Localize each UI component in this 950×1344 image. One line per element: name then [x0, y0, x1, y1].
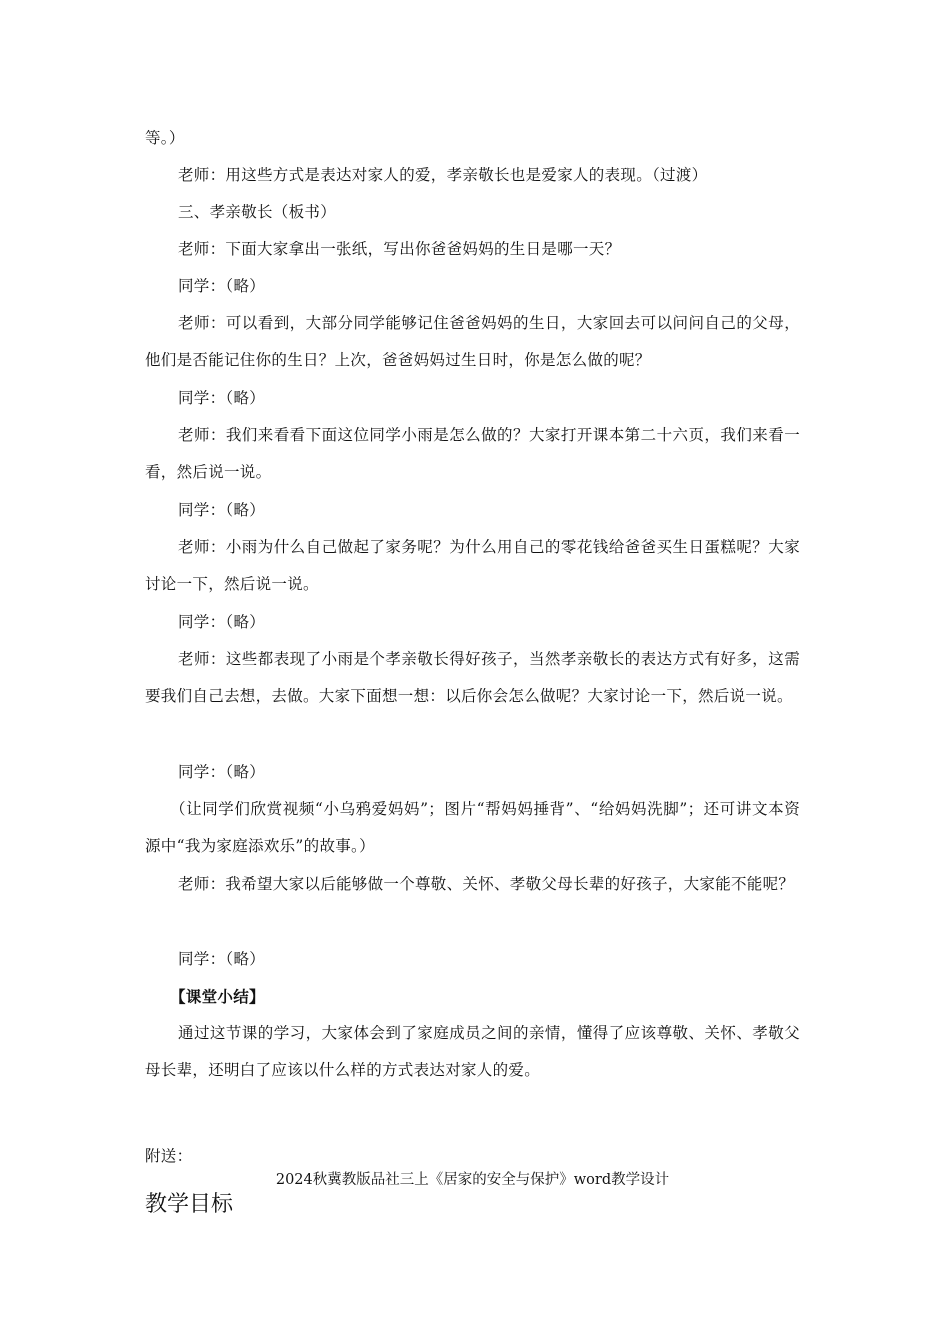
paragraph-teacher: 老师：下面大家拿出一张纸，写出你爸爸妈妈的生日是哪一天？ [178, 240, 621, 258]
paragraph-student: 同学：（略） [178, 763, 266, 781]
appendix-label: 附送： [145, 1147, 193, 1165]
paragraph-activity-note: （让同学们欣赏视频“小乌鸦爱妈妈”；图片“帮妈妈捶背”、“给妈妈洗脚”；还可讲文本资源中“我为家庭添欢乐”的故事。） [145, 800, 800, 855]
paragraph-teacher: 老师：我们来看看下面这位同学小雨是怎么做的？大家打开课本第二十六页，我们来看一看，然后说一说。 [145, 426, 800, 481]
paragraph-teacher: 老师：这些都表现了小雨是个孝亲敬长得好孩子，当然孝亲敬长的表达方式有好多，这需要我们自己去想，去做。大家下面想一想：以后你会怎么做呢？大家讨论一下，然后说一说。 [145, 650, 800, 705]
paragraph-teacher: 老师：小雨为什么自己做起了家务呢？为什么用自己的零花钱给爸爸买生日蛋糕呢？大家讨论一下，然后说一说。 [145, 538, 800, 593]
paragraph-teacher: 老师：我希望大家以后能够做一个尊敬、关怀、孝敬父母长辈的好孩子，大家能不能呢？ [178, 875, 795, 893]
paragraph-continuation: 等。） [145, 129, 185, 147]
paragraph-teacher: 老师：可以看到，大部分同学能够记住爸爸妈妈的生日，大家回去可以问问自己的父母，他们是否能记住你的生日？上次，爸爸妈妈过生日时，你是怎么做的呢？ [145, 314, 800, 369]
class-summary-heading: 【课堂小结】 [170, 987, 265, 1006]
section-heading-3: 三、孝亲敬长（板书） [178, 203, 337, 221]
paragraph-student: 同学：（略） [178, 501, 266, 519]
appendix-title: 2024秋冀教版品社三上《居家的安全与保护》word教学设计 [275, 1172, 670, 1188]
paragraph-student: 同学：（略） [178, 613, 266, 631]
paragraph-student: 同学：（略） [178, 389, 266, 407]
class-summary-text: 通过这节课的学习，大家体会到了家庭成员之间的亲情，懂得了应该尊敬、关怀、孝敬父母长辈，还明白了应该以什么样的方式表达对家人的爱。 [145, 1024, 800, 1079]
paragraph-teacher-transition: 老师：用这些方式是表达对家人的爱，孝亲敬长也是爱家人的表现。（过渡） [178, 166, 708, 184]
paragraph-student: 同学：（略） [178, 950, 266, 968]
paragraph-student: 同学：（略） [178, 277, 266, 295]
teaching-goals-heading: 教学目标 [145, 1192, 234, 1217]
